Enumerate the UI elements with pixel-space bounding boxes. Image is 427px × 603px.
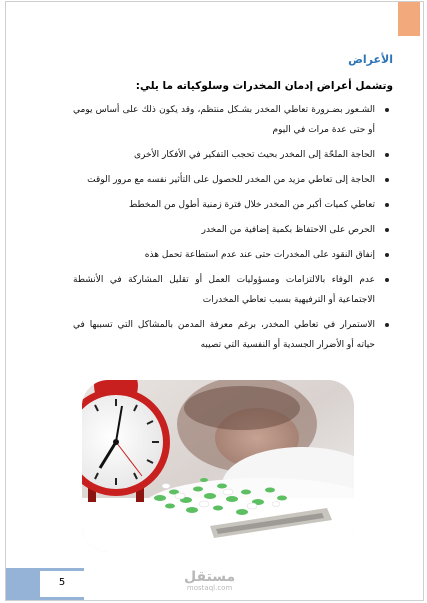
list-item [73,220,393,240]
list-item-text: الحاجة الملحّة إلى المخدر بحيث تحجب التفكير في الأفكار الأخرى [133,150,375,160]
list-item [73,100,393,140]
corner-tab [398,2,420,36]
bullet-icon [385,153,389,157]
list-item-text: الحرص على الاحتفاظ بكمية إضافية من المخدر [201,225,375,235]
page-number-panel [40,571,84,597]
bullet-icon [385,228,389,232]
list-item-text: عدم الوفاء بالالتزامات ومسؤوليات العمل أو تقليل المشاركة في الأنشطة الاجتماعية أو الترفيهية بسبب تعاطي المخدرات [73,275,375,305]
list-item-text: الاستمرار في تعاطي المخدر، برغم معرفة المدمن بالمشاكل التي تسببها في حياته أو الأضرار الجسدية أو النفسية التي تصيبه [73,320,375,350]
page-number: 5 [58,577,66,588]
list-item-text: الحاجة إلى تعاطي مزيد من المخدر للحصول على التأثير نفسه مع مرور الوقت [87,175,375,185]
list-item [73,195,393,215]
bullet-icon [385,253,389,257]
bullet-icon [385,178,389,182]
symptoms-list [73,100,393,360]
alarm-clock-pills-photo [82,380,354,552]
section-subheading: وتشمل أعراض إدمان المخدرات وسلوكياته ما يلي: [135,80,393,92]
watermark [184,570,235,592]
list-item-text: الشـعور بضـرورة تعاطي المخدر بشـكل منتظم، وقد يكون ذلك على أساس يومي أو حتى عدة مرات في اليوم [73,105,375,135]
watermark-logo: مستقل [184,569,236,585]
document-page [5,1,424,601]
list-item-text: تعاطي كميات أكبر من المخدر خلال فترة زمنية أطول من المخطط [128,200,375,210]
list-item [73,245,393,265]
watermark-domain: mostaql.com [186,584,233,592]
list-item [73,170,393,190]
photo-illustration [82,380,354,552]
bullet-icon [385,108,389,112]
list-item [73,315,393,355]
bullet-icon [385,203,389,207]
list-item [73,270,393,310]
list-item [73,145,393,165]
section-heading: الأعراض [348,53,393,66]
bullet-icon [385,323,389,327]
bullet-icon [385,278,389,282]
list-item-text: إنفاق النقود على المخدرات حتى عند عدم استطاعة تحمل هذه [144,250,375,260]
page-number-box [6,568,84,600]
